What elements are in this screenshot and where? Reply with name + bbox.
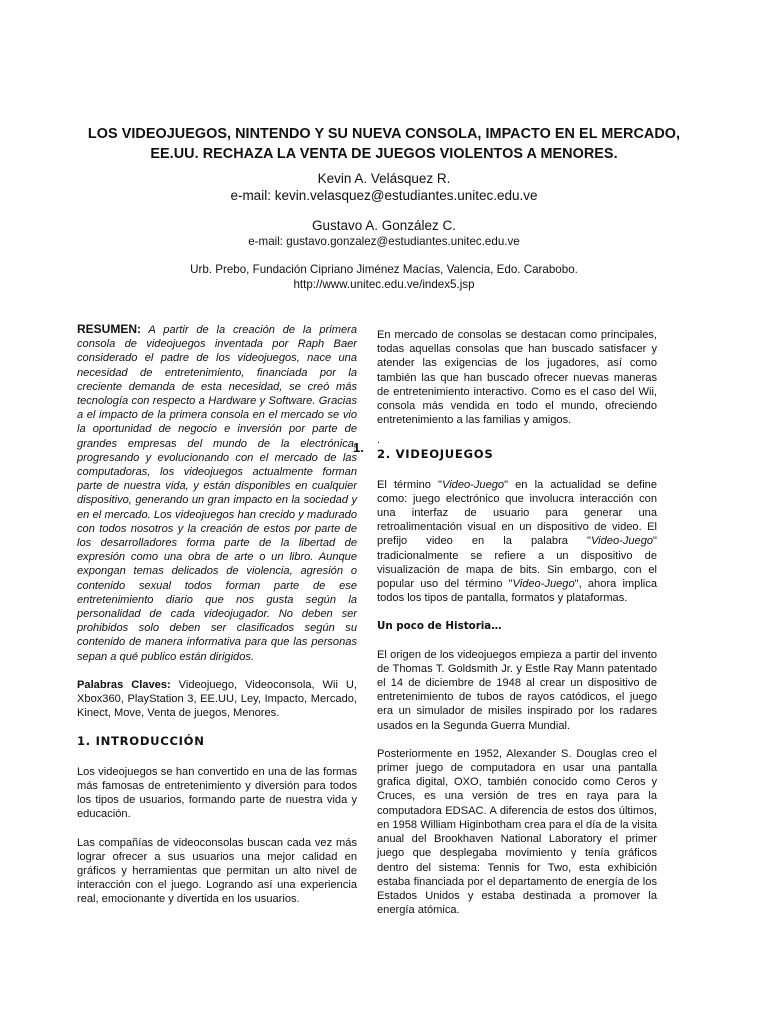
abstract (77, 322, 357, 664)
term-video-juego-1: Video-Juego (442, 478, 505, 491)
institution-url: http://www.unitec.edu.ve/index5.jsp (293, 278, 475, 291)
title-line-1: LOS VIDEOJUEGOS, NINTENDO Y SU NUEVA CONSOLA, IMPACTO EN EL MERCADO, (87, 126, 681, 142)
margin-number: 1. (353, 440, 364, 455)
abstract-body: A partir de la creación de la primera consola de videojuegos inventada por Raph Baer considerado el padre de los videojuegos, nace una necesidad de entretenimiento, financiada por la creciente demanda de esta necesidad, se creó más tecnología con respecto a Hardware y Software. Gracias a el impacto de la primera consola en el mercado se vio la oportunidad de negocio e inversión por parte de grandes empresas del mundo de la electrónica, progresando y evolucionando con el mercado de las computadoras, los videojuegos actualmente forman parte de nuestra vida, y están disponibles en cualquier dispositivo, generando un gran impacto en la sociedad y en el mercado. Los videojuegos han crecido y madurado con todos nosotros y la creación de estos por parte de los desarrolladores forma parte de la libertad de expresión como una obra de arte o un libro. Aunque expongan temas delicados de violencia, agresión o contenido sexual todos forman parte de ese entretenimiento diario que nos gusta según la personalidad de cada videojugador. No deben ser prohibidos solo deben ser clasificados según su contenido de manera informativa para que las personas sepan a qué publico están dirigidos. (77, 324, 357, 663)
intro-paragraph-1: Los videojuegos se han convertido en una de las formas más famosas de entretenimiento y diversión para todos los tipos de usuarios, formando parte de nuestra vida y educación. (77, 765, 357, 821)
keywords (77, 678, 357, 721)
keywords-body: Videojuego, Videoconsola, Wii U, Xbox360, PlayStation 3, EE.UU, Ley, Impacto, Mercado, Kinect, Move, Venta de juegos, Menores. (77, 678, 357, 720)
subsection-heading-historia: Un poco de Historia… (377, 620, 502, 633)
term-video-juego-3: Video-Juego (512, 578, 575, 591)
left-column (77, 322, 357, 907)
affiliation: Urb. Prebo, Fundación Cipriano Jiménez Macías, Valencia, Edo. Carabobo. (190, 263, 578, 276)
author-2-name: Gustavo A. González C. (311, 218, 457, 233)
authors-block (60, 170, 708, 292)
section-heading-videojuegos: 2. VIDEOJUEGOS (377, 447, 494, 462)
videojuegos-text-c: " tradicionalmente se refiere a un dispositivo de visualización de mapa de bits. Sin embargo, con el popular uso del término " (377, 535, 657, 591)
author-2-email: e-mail: gustavo.gonzalez@estudiantes.unitec.edu.ve (248, 235, 520, 248)
videojuegos-text-d: ", ahora implica todos los tipos de pantalla, formatos y plataformas. (377, 578, 657, 605)
stray-dot: . (377, 434, 381, 447)
intro-paragraph-2: Las compañías de videoconsolas buscan cada vez más lograr ofrecer a sus usuarios una mejor calidad en gráficos y herramientas que permitan un alto nivel de interacción con el juego. Logrando así una experiencia real, emocionante y divertida en los usuarios. (77, 836, 357, 906)
section-heading-introduccion: 1. INTRODUCCIÓN (77, 734, 205, 749)
keywords-label: Palabras Claves: (77, 678, 171, 691)
market-paragraph: En mercado de consolas se destacan como principales, todas aquellas consolas que han buscado satisfacer y atender las exigencias de los jugadores, así como también las que han buscado ofrecer nuevas maneras de entretenimiento interactivo. Como es el caso del Wii, consola más vendida en todo el mundo, ofreciendo entretenimiento a las familias y amigos. (377, 329, 657, 427)
paper-title (60, 124, 708, 164)
author-1-name: Kevin A. Velásquez R. (317, 171, 451, 186)
abstract-label: RESUMEN: (77, 322, 142, 336)
history-paragraph-1: El origen de los videojuegos empieza a partir del invento de Thomas T. Goldsmith Jr. y Estle Ray Mann patentado el 14 de diciembre de 1948 al crear un dispositivo de entretenimiento de tubos de rayos catódicos, el juego era un simulador de misiles inspirado por los radares usados en la Segunda Guerra Mundial. (377, 648, 657, 732)
right-column (377, 328, 657, 917)
videojuegos-text-b: " en la actualidad se define como: juego electrónico que involucra interacción con una interfaz de usuario para generar una retroalimentación visual en un dispositivo de video. El prefijo video en la palabra " (377, 478, 658, 548)
history-paragraph-2: Posteriormente en 1952, Alexander S. Douglas creo el primer juego de computadora en usar una pantalla grafica digital, OXO, también conocido como Ceros y Cruces, es una versión de tres en raya para la computadora EDSAC. A diferencia de estos dos últimos, en 1958 William Higinbotham crea para el día de la visita anual del Brookhaven National Laboratory el primer juego que desplegaba movimiento y tenía gráficos dentro del sistema: Tennis for Two, esta exhibición estaba financiada por el departamento de energía de los Estados Unidos y estaba destinada a promover la energía atómica. (377, 747, 657, 917)
title-line-2: EE.UU. RECHAZA LA VENTA DE JUEGOS VIOLENTOS A MENORES. (150, 146, 618, 162)
author-1-email: e-mail: kevin.velasquez@estudiantes.unitec.edu.ve (230, 188, 538, 203)
videojuegos-text-a: El término " (377, 478, 442, 491)
videojuegos-paragraph (377, 478, 657, 606)
term-video-juego-2: Video-Juego (590, 535, 654, 548)
